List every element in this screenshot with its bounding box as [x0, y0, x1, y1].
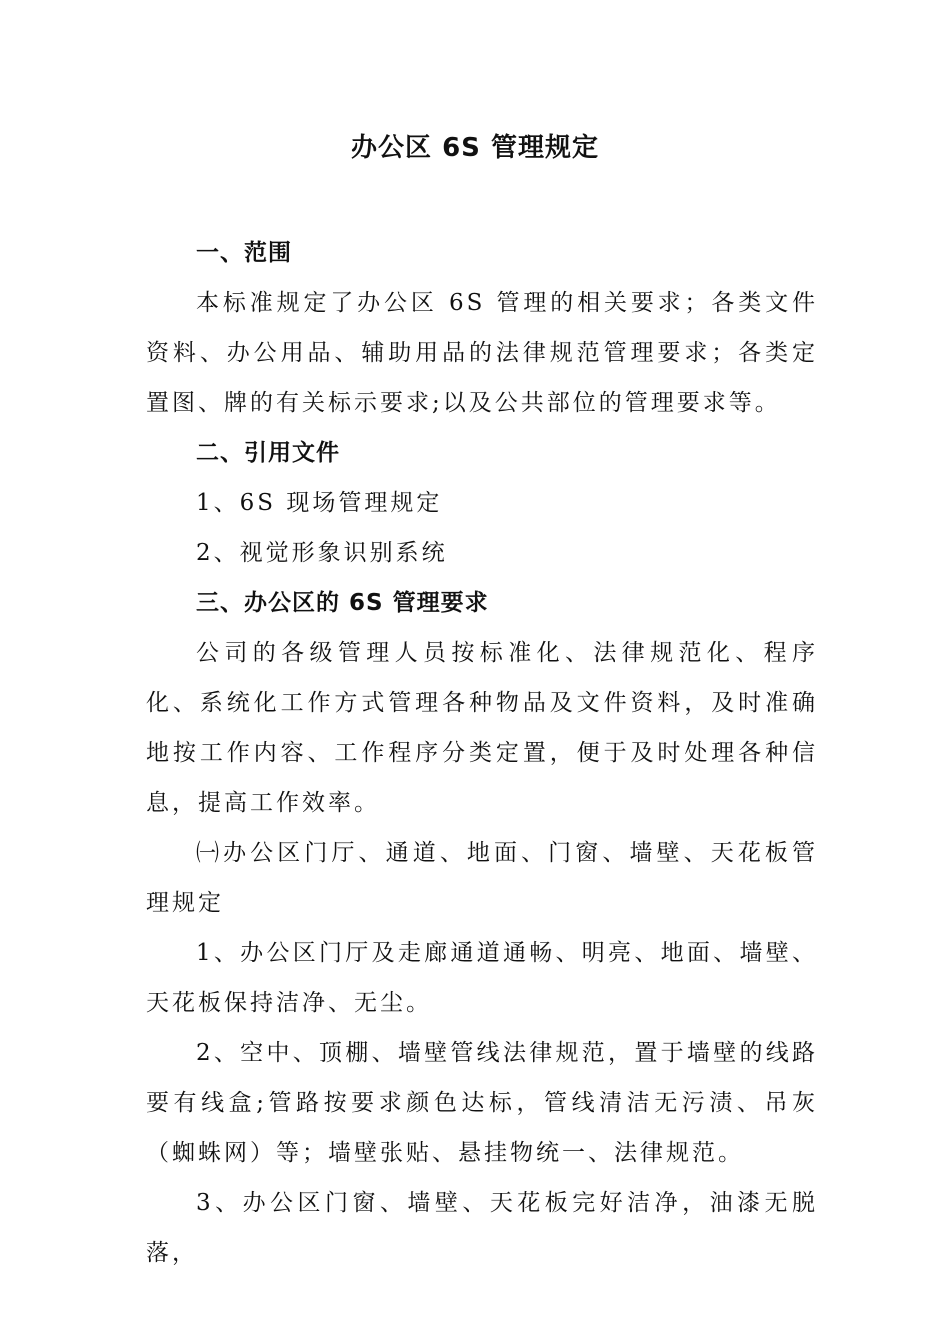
section-heading-references: 二、引用文件: [196, 440, 340, 466]
requirements-paragraph: 公司的各级管理人员按标准化、法律规范化、程序化、系统化工作方式管理各种物品及文件资料，及时准确地按工作内容、工作程序分类定置，便于及时处理各种信息，提高工作效率。: [146, 640, 818, 816]
section-heading-requirements: 三、办公区的 6S 管理要求: [196, 590, 489, 616]
subsection-heading-hall: ㈠办公区门厅、通道、地面、门窗、墙壁、天花板管理规定: [146, 840, 818, 916]
hall-item-1: 1、办公区门厅及走廊通道通畅、明亮、地面、墙壁、天花板保持洁净、无尘。: [146, 940, 818, 1016]
reference-item-1: 1、6S 现场管理规定: [196, 490, 443, 516]
hall-item-3: 3、办公区门窗、墙壁、天花板完好洁净，油漆无脱落，: [146, 1190, 818, 1266]
section-heading-scope: 一、范围: [196, 240, 292, 266]
scope-paragraph: 本标准规定了办公区 6S 管理的相关要求；各类文件资料、办公用品、辅助用品的法律规范管理要求；各类定置图、牌的有关标示要求;以及公共部位的管理要求等。: [146, 290, 818, 416]
document-body: [146, 228, 818, 1278]
reference-item-2: 2、视觉形象识别系统: [196, 540, 448, 566]
document-title: 办公区 6S 管理规定: [351, 133, 599, 163]
hall-item-2: 2、空中、顶棚、墙壁管线法律规范，置于墙壁的线路要有线盒;管路按要求颜色达标，管线清洁无污渍、吊灰（蜘蛛网）等；墙壁张贴、悬挂物统一、法律规范。: [146, 1040, 818, 1166]
